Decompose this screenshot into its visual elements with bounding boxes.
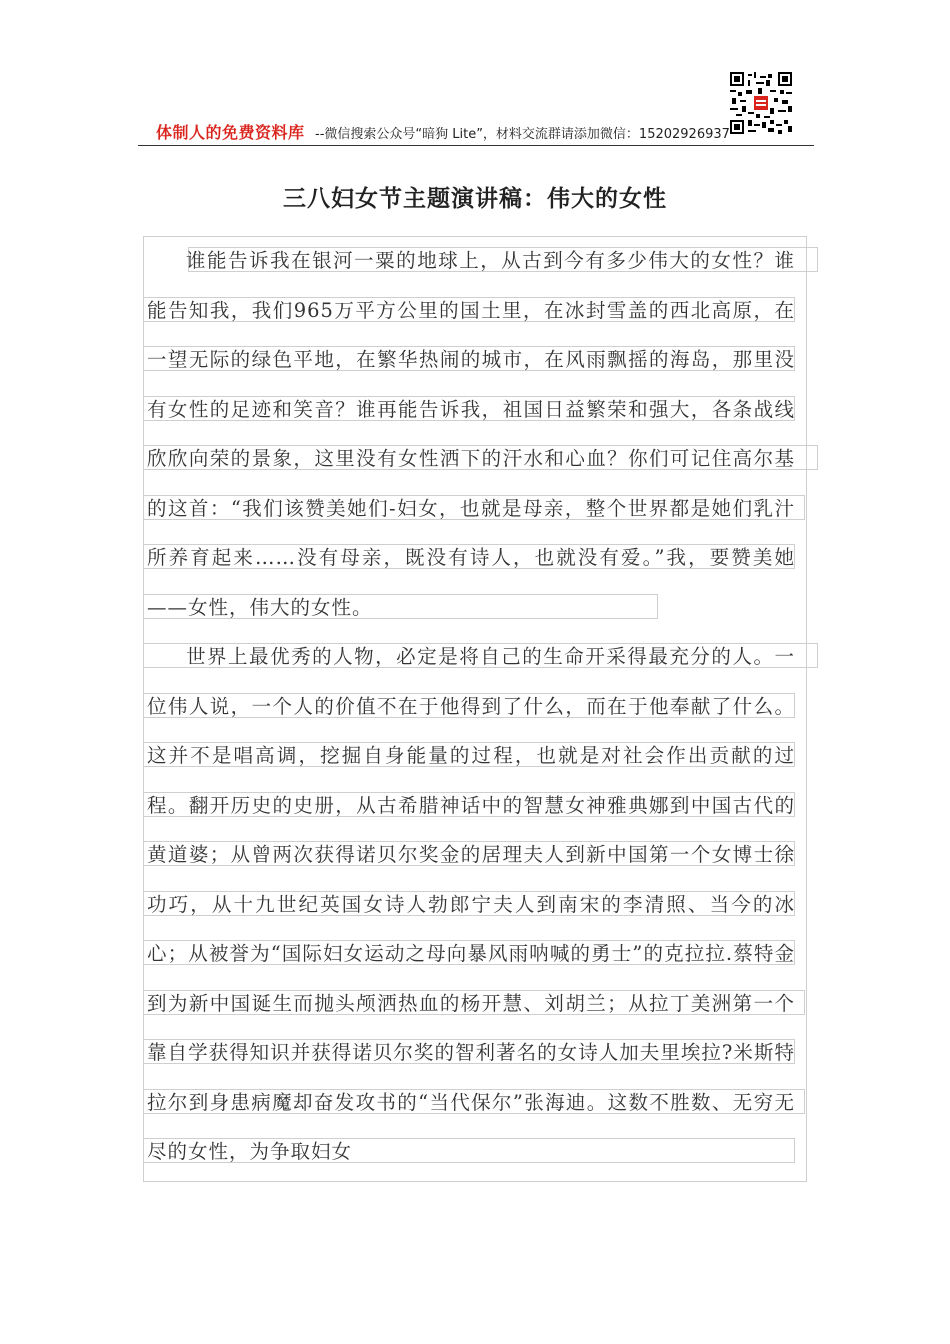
document-title: 三八妇女节主题演讲稿：伟大的女性	[283, 185, 667, 212]
header-rule	[138, 145, 814, 146]
body-paragraph: 世界上最优秀的人物，必定是将自己的生命开采得最充分的人。一位伟人说，一个人的价值不在于他得到了什么，而在于他奉献了什么。这并不是唱高调，挖掘自身能量的过程，也就是对社会作出贡献的过程。翻开历史的史册，从古希腊神话中的智慧女神雅典娜到中国古代的黄道婆；从曾两次获得诺贝尔奖金的居理夫人到新中国第一个女博士徐功巧，从十九世纪英国女诗人勃郎宁夫人到南宋的李清照、当今的冰心；从被誉为“国际妇女运动之母向暴风雨呐喊的勇士”的克拉拉.蔡特金到为新中国诞生而抛头颅洒热血的杨开慧、刘胡兰；从拉丁美洲第一个靠自学获得知识并获得诺贝尔奖的智利著名的女诗人加夫里埃拉?米斯特拉尔到身患病魔却奋发攻书的“当代保尔”张海迪。这数不胜数、无穷无尽的女性，为争取妇女	[147, 645, 795, 1163]
header-subtitle: --微信搜索公众号“暗狗 Lite”，材料交流群请添加微信：15202926937	[315, 127, 730, 142]
header-brand: 体制人的免费资料库	[156, 123, 305, 142]
body-paragraph: 谁能告诉我在银河一粟的地球上，从古到今有多少伟大的女性？谁能告知我，我们965万平方公里的国土里，在冰封雪盖的西北高原，在一望无际的绿色平地，在繁华热闹的城市，在风雨飘摇的海岛，那里没有女性的足迹和笑音？谁再能告诉我，祖国日益繁荣和强大，各条战线欣欣向荣的景象，这里没有女性洒下的汗水和心血？你们可记住高尔基的这首：“我们该赞美她们-妇女，也就是母亲，整个世界都是她们乳汁所养育起来……没有母亲，既没有诗人，也就没有爱。”我，要赞美她——女性，伟大的女性。	[147, 249, 795, 619]
qr-code-icon	[730, 72, 792, 134]
